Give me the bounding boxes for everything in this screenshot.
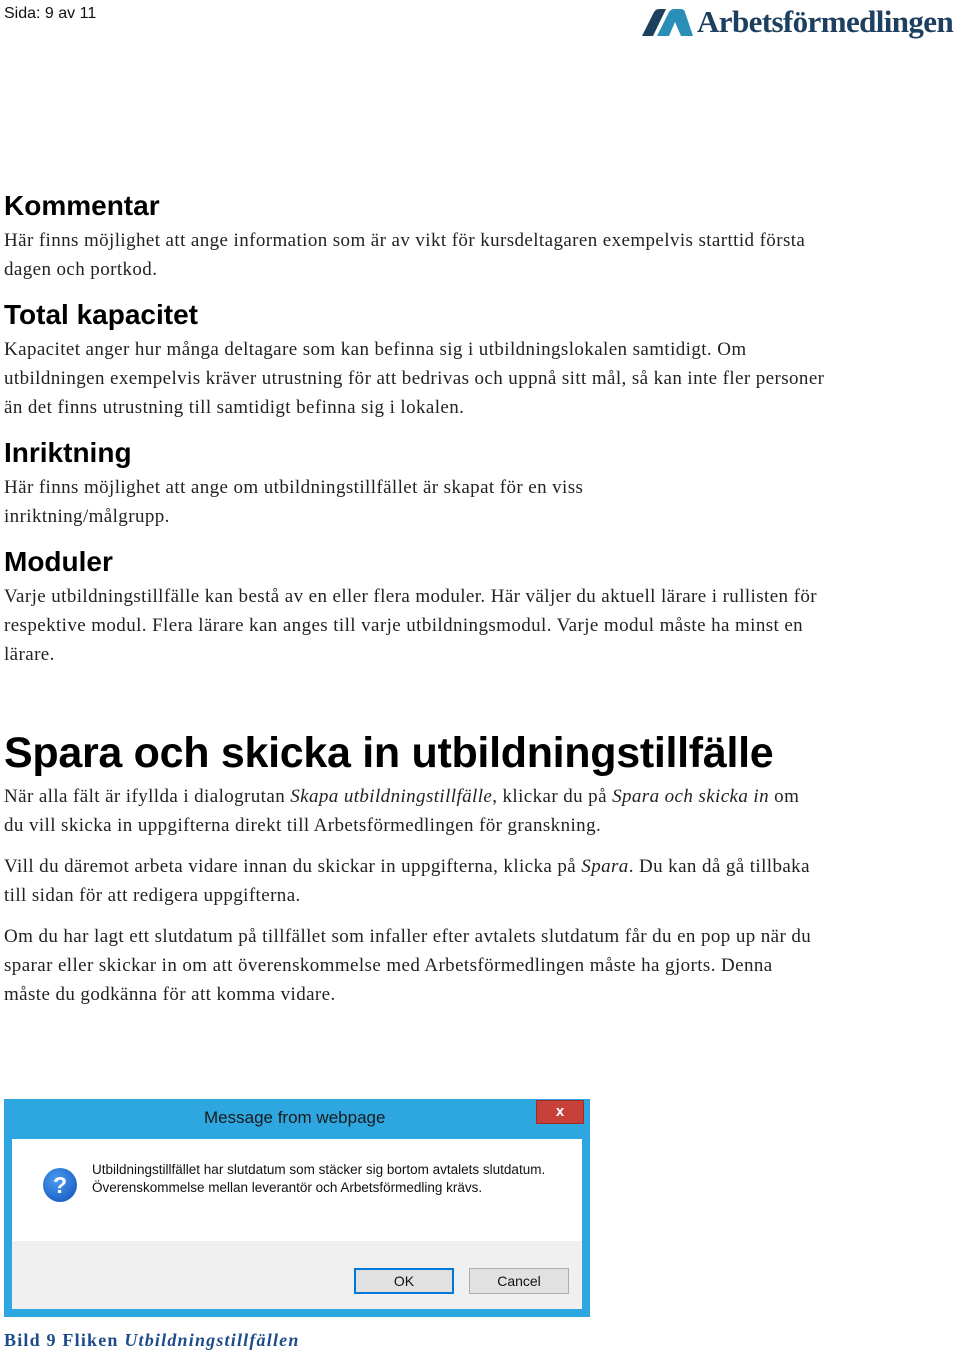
dialog-body bbox=[12, 1139, 582, 1241]
figure-caption bbox=[4, 1330, 300, 1351]
section-inriktning bbox=[4, 436, 834, 531]
italic-text: Skapa utbildningstillfälle bbox=[290, 786, 493, 807]
text: , klickar du på bbox=[492, 786, 613, 807]
dialog-title: Message from webpage bbox=[204, 1108, 386, 1127]
dialog-message: Utbildningstillfället har slutdatum som stäcker sig bortom avtalets slutdatum. Överenskommelse mellan leverantör och Arbetsförmedling krävs. bbox=[92, 1162, 546, 1195]
cancel-button[interactable]: Cancel bbox=[469, 1268, 569, 1294]
section-kommentar bbox=[4, 189, 834, 284]
section-moduler bbox=[4, 545, 834, 669]
section-text: Kapacitet anger hur många deltagare som kan befinna sig i utbildningslokalen samtidigt. Om utbildningen exempelvis kräver utrustning för att bedrivas och uppnå sitt mål, så kan inte fler personer än det finns utrustning till samtidigt befinna sig i lokalen. bbox=[4, 339, 825, 418]
arbetsformedlingen-mark-icon bbox=[640, 8, 694, 38]
section-heading: Moduler bbox=[4, 546, 113, 577]
text: . Du kan då gå tillbaka till sidan för att redigera uppgifterna. bbox=[4, 856, 810, 906]
section-heading: Kommentar bbox=[4, 190, 160, 221]
italic-text: Spara och skicka in bbox=[612, 786, 770, 807]
document-body bbox=[4, 189, 834, 1009]
question-icon bbox=[42, 1167, 78, 1203]
dialog-footer bbox=[12, 1241, 582, 1309]
section-heading: Total kapacitet bbox=[4, 299, 198, 330]
main-heading: Spara och skicka in utbildningstillfälle bbox=[4, 729, 774, 777]
text: När alla fält är ifyllda i dialogrutan bbox=[4, 786, 291, 807]
section-heading: Inriktning bbox=[4, 437, 132, 468]
logo-text: Arbetsförmedlingen bbox=[697, 4, 954, 39]
text: om du vill skicka in uppgifterna direkt till Arbetsförmedlingen för granskning. bbox=[4, 786, 800, 836]
section-text: Här finns möjlighet att ange om utbildningstillfället är skapat för en viss inriktning/målgrupp. bbox=[4, 477, 584, 527]
svg-text:?: ? bbox=[52, 1172, 68, 1198]
caption-prefix: Bild 9 Fliken bbox=[4, 1330, 125, 1350]
section-total-kapacitet bbox=[4, 298, 834, 422]
section-text: Här finns möjlighet att ange information som är av vikt för kursdeltagaren exempelvis starttid första dagen och portkod. bbox=[4, 230, 806, 280]
page-number: Sida: 9 av 11 bbox=[4, 5, 97, 22]
italic-text: Spara bbox=[581, 856, 629, 877]
text: Vill du däremot arbeta vidare innan du skickar in uppgifterna, klicka på bbox=[4, 856, 582, 877]
dialog-screenshot bbox=[4, 1099, 590, 1317]
caption-italic: Utbildningstillfällen bbox=[124, 1330, 300, 1350]
paragraph-2 bbox=[4, 852, 834, 910]
paragraph-3: Om du har lagt ett slutdatum på tillfället som infaller efter avtalets slutdatum får du en pop up när du sparar eller skickar in om att överenskommelse med Arbetsförmedlingen måste ha gjorts. Denna måste du godkänna för att komma vidare. bbox=[4, 926, 812, 1005]
ok-button[interactable]: OK bbox=[354, 1268, 454, 1294]
section-text: Varje utbildningstillfälle kan bestå av en eller flera moduler. Här väljer du aktuell lärare i rullisten för respektive modul. Flera lärare kan anges till varje utbildningsmodul. Varje modul måste ha minst en lärare. bbox=[4, 586, 817, 665]
paragraph-1 bbox=[4, 782, 804, 840]
logo bbox=[640, 4, 958, 44]
close-button[interactable]: x bbox=[536, 1100, 584, 1124]
